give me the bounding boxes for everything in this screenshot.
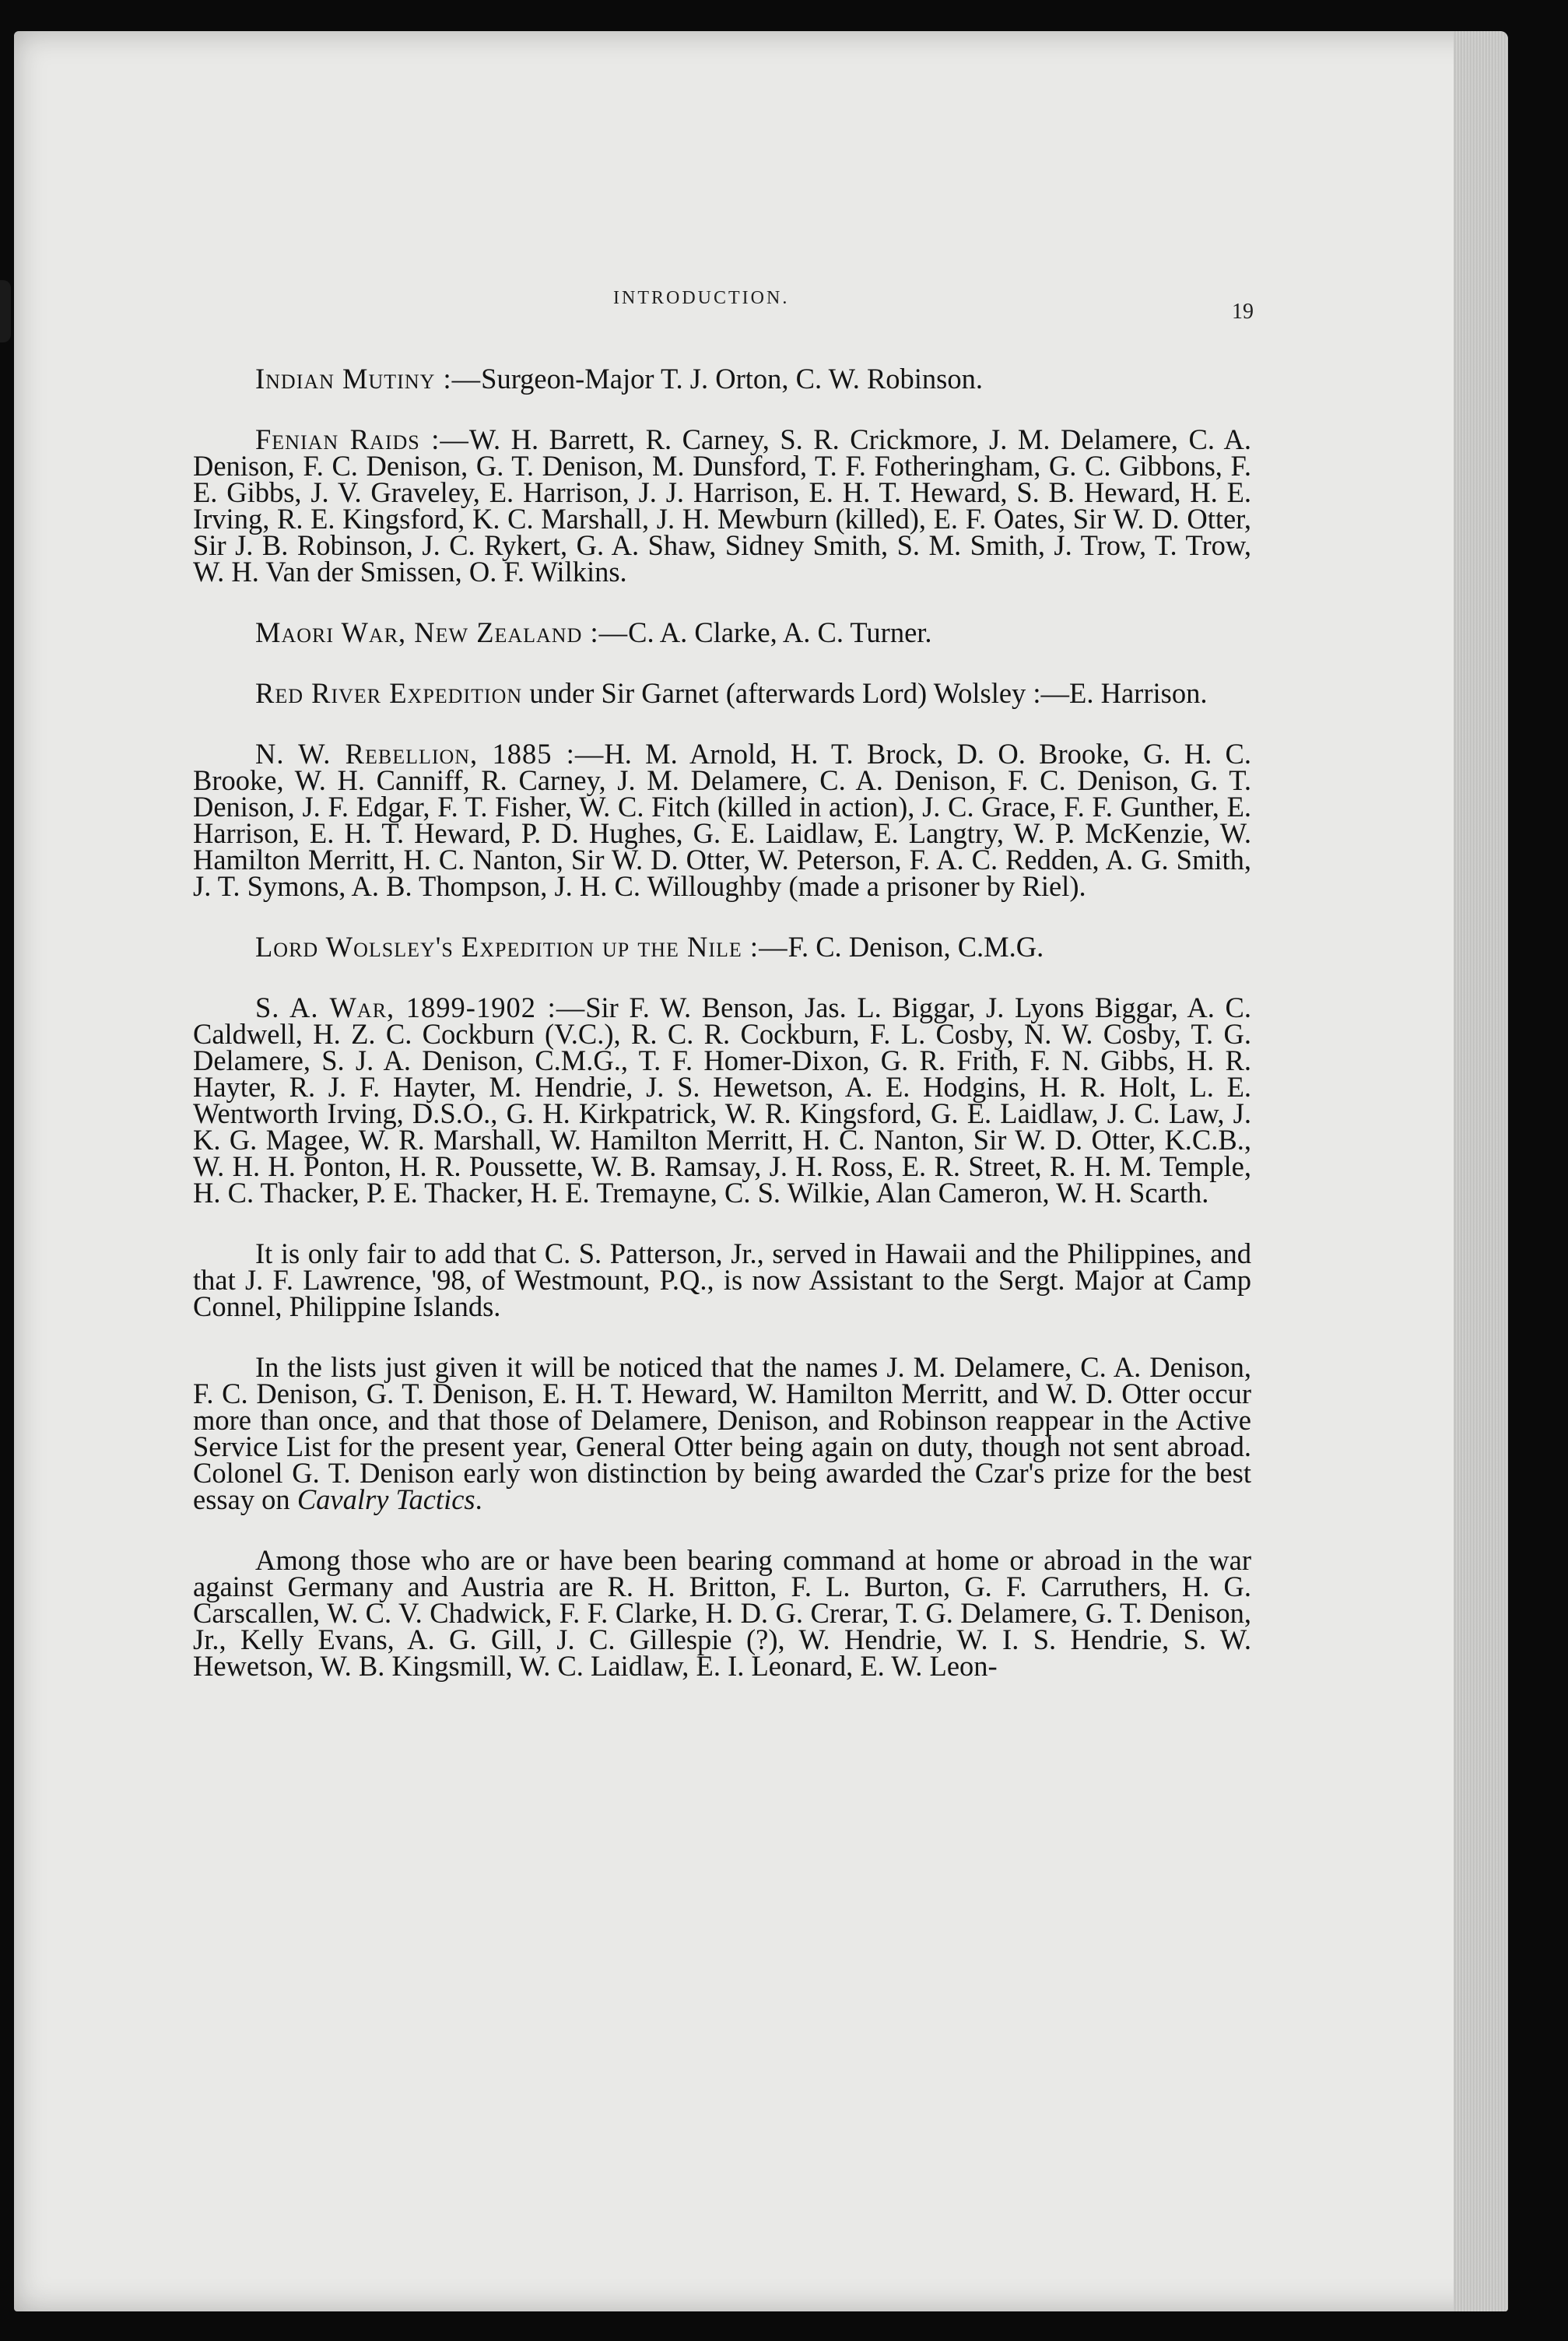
section-heading: Indian Mutiny :— [255,363,482,395]
section-heading: Maori War, New Zealand :— [255,616,629,648]
paragraph-lists-end: . [475,1483,482,1515]
section-text: under Sir Garnet (afterwards Lord) Wolsley :—E. Harrison. [529,677,1208,709]
body-text [193,272,1251,1714]
section-heading: Fenian Raids :— [255,423,469,455]
page-edge [1454,31,1508,2311]
paragraph-lists-italic: Cavalry Tactics [296,1483,475,1515]
paragraph-among: Among those who are or have been bearing command at home or abroad in the war against Germany and Austria are R. H. Britton, F. L. Burton, G. F. Carruthers, H. G. Carscallen, W. C. V. Chadwick, F. F. Clarke, H. D. G. Crerar, T. G. Delamere, G. T. Denison, Jr., Kelly Evans, A. G. Gill, J. C. Gillespie (?), W. Hendrie, W. I. S. Hendrie, S. W. Hewetson, W. B. Kingsmill, W. C. Laidlaw, E. I. Leonard, E. W. Leon- [193,1544,1251,1682]
section-text: Surgeon-Major T. J. Orton, C. W. Robinson. [481,363,984,395]
section-fenian-raids [193,423,1251,588]
section-heading: N. W. Rebellion, 1885 :— [255,738,605,770]
section-maori-war [193,616,1251,648]
paragraph-patterson: It is only fair to add that C. S. Patterson, Jr., served in Hawaii and the Philippines, and that J. F. Lawrence, '98, of Westmount, P.Q., is now Assistant to the Sergt. Major at Camp Connel, Philippine Islands. [193,1237,1251,1322]
section-text: W. H. Barrett, R. Carney, S. R. Crickmore, J. M. Delamere, C. A. Denison, F. C. Denison, G. T. Denison, M. Dunsford, T. F. Fotheringham, G. C. Gibbons, F. E. Gibbs, J. V. Graveley, E. Harrison, J. J. Harrison, E. H. T. Heward, S. B. Heward, H. E. Irving, R. E. Kingsford, K. C. Marshall, J. H. Mewburn (killed), E. F. Oates, Sir W. D. Otter, Sir J. B. Robinson, J. C. Rykert, G. A. Shaw, Sidney Smith, S. M. Smith, J. Trow, T. Trow, W. H. Van der Smissen, O. F. Wilkins. [193,423,1251,588]
section-heading: Lord Wolsley's Expedition up the Nile :— [255,931,788,963]
section-red-river [193,677,1251,709]
book-page [14,31,1508,2311]
section-heading: Red River Expedition [255,677,523,709]
running-head: INTRODUCTION. [613,288,790,308]
section-nile-expedition [193,931,1251,963]
section-indian-mutiny [193,363,1251,395]
section-nw-rebellion [193,738,1251,902]
section-text: C. A. Clarke, A. C. Turner. [628,616,932,648]
paragraph-lists [193,1351,1251,1515]
section-heading: S. A. War, 1899-1902 :— [255,992,586,1023]
page-number: 19 [1232,300,1254,324]
section-text: H. M. Arnold, H. T. Brock, D. O. Brooke, G. H. C. Brooke, W. H. Canniff, R. Carney, J. M. Delamere, C. A. Denison, F. C. Denison, G. T. Denison, J. F. Edgar, F. T. Fisher, W. C. Fitch (killed in action), J. C. Grace, F. F. Gunther, E. Harrison, E. H. T. Heward, P. D. Hughes, G. E. Laidlaw, E. Langtry, W. P. McKenzie, W. Hamilton Merritt, H. C. Nanton, Sir W. D. Otter, W. Peterson, F. A. C. Redden, A. G. Smith, J. T. Symons, A. B. Thompson, J. H. C. Willoughby (made a prisoner by Riel). [193,738,1251,902]
section-sa-war [193,992,1251,1209]
section-text: F. C. Denison, C.M.G. [788,931,1044,963]
paragraph-lists-text: In the lists just given it will be noticed that the names J. M. Delamere, C. A. Denison, F. C. Denison, G. T. Denison, E. H. T. Heward, W. Hamilton Merritt, and W. D. Otter occur more than once, and that those of Delamere, Denison, and Robinson reappear in the Active Service List for the present year, General Otter being again on duty, though not sent abroad. Colonel G. T. Denison early won distinction by being awarded the Czar's prize for the best essay on [193,1351,1251,1515]
section-text: Sir F. W. Benson, Jas. L. Biggar, J. Lyons Biggar, A. C. Caldwell, H. Z. C. Cockburn (V.C.), R. C. R. Cockburn, F. L. Cosby, N. W. Cosby, T. G. Delamere, S. J. A. Denison, C.M.G., T. F. Homer-Dixon, G. R. Frith, F. N. Gibbs, H. R. Hayter, R. J. F. Hayter, M. Hendrie, J. S. Hewetson, A. E. Hodgins, H. R. Holt, L. E. Wentworth Irving, D.S.O., G. H. Kirkpatrick, W. R. Kingsford, G. E. Laidlaw, J. C. Law, J. K. G. Magee, W. R. Marshall, W. Hamilton Merritt, H. C. Nanton, Sir W. D. Otter, K.C.B., W. H. H. Ponton, H. R. Poussette, W. B. Ramsay, J. H. Ross, E. R. Street, R. H. M. Temple, H. C. Thacker, P. E. Thacker, H. E. Tremayne, C. S. Wilkie, Alan Cameron, W. H. Scarth. [193,992,1251,1209]
binding-mark [0,280,11,342]
